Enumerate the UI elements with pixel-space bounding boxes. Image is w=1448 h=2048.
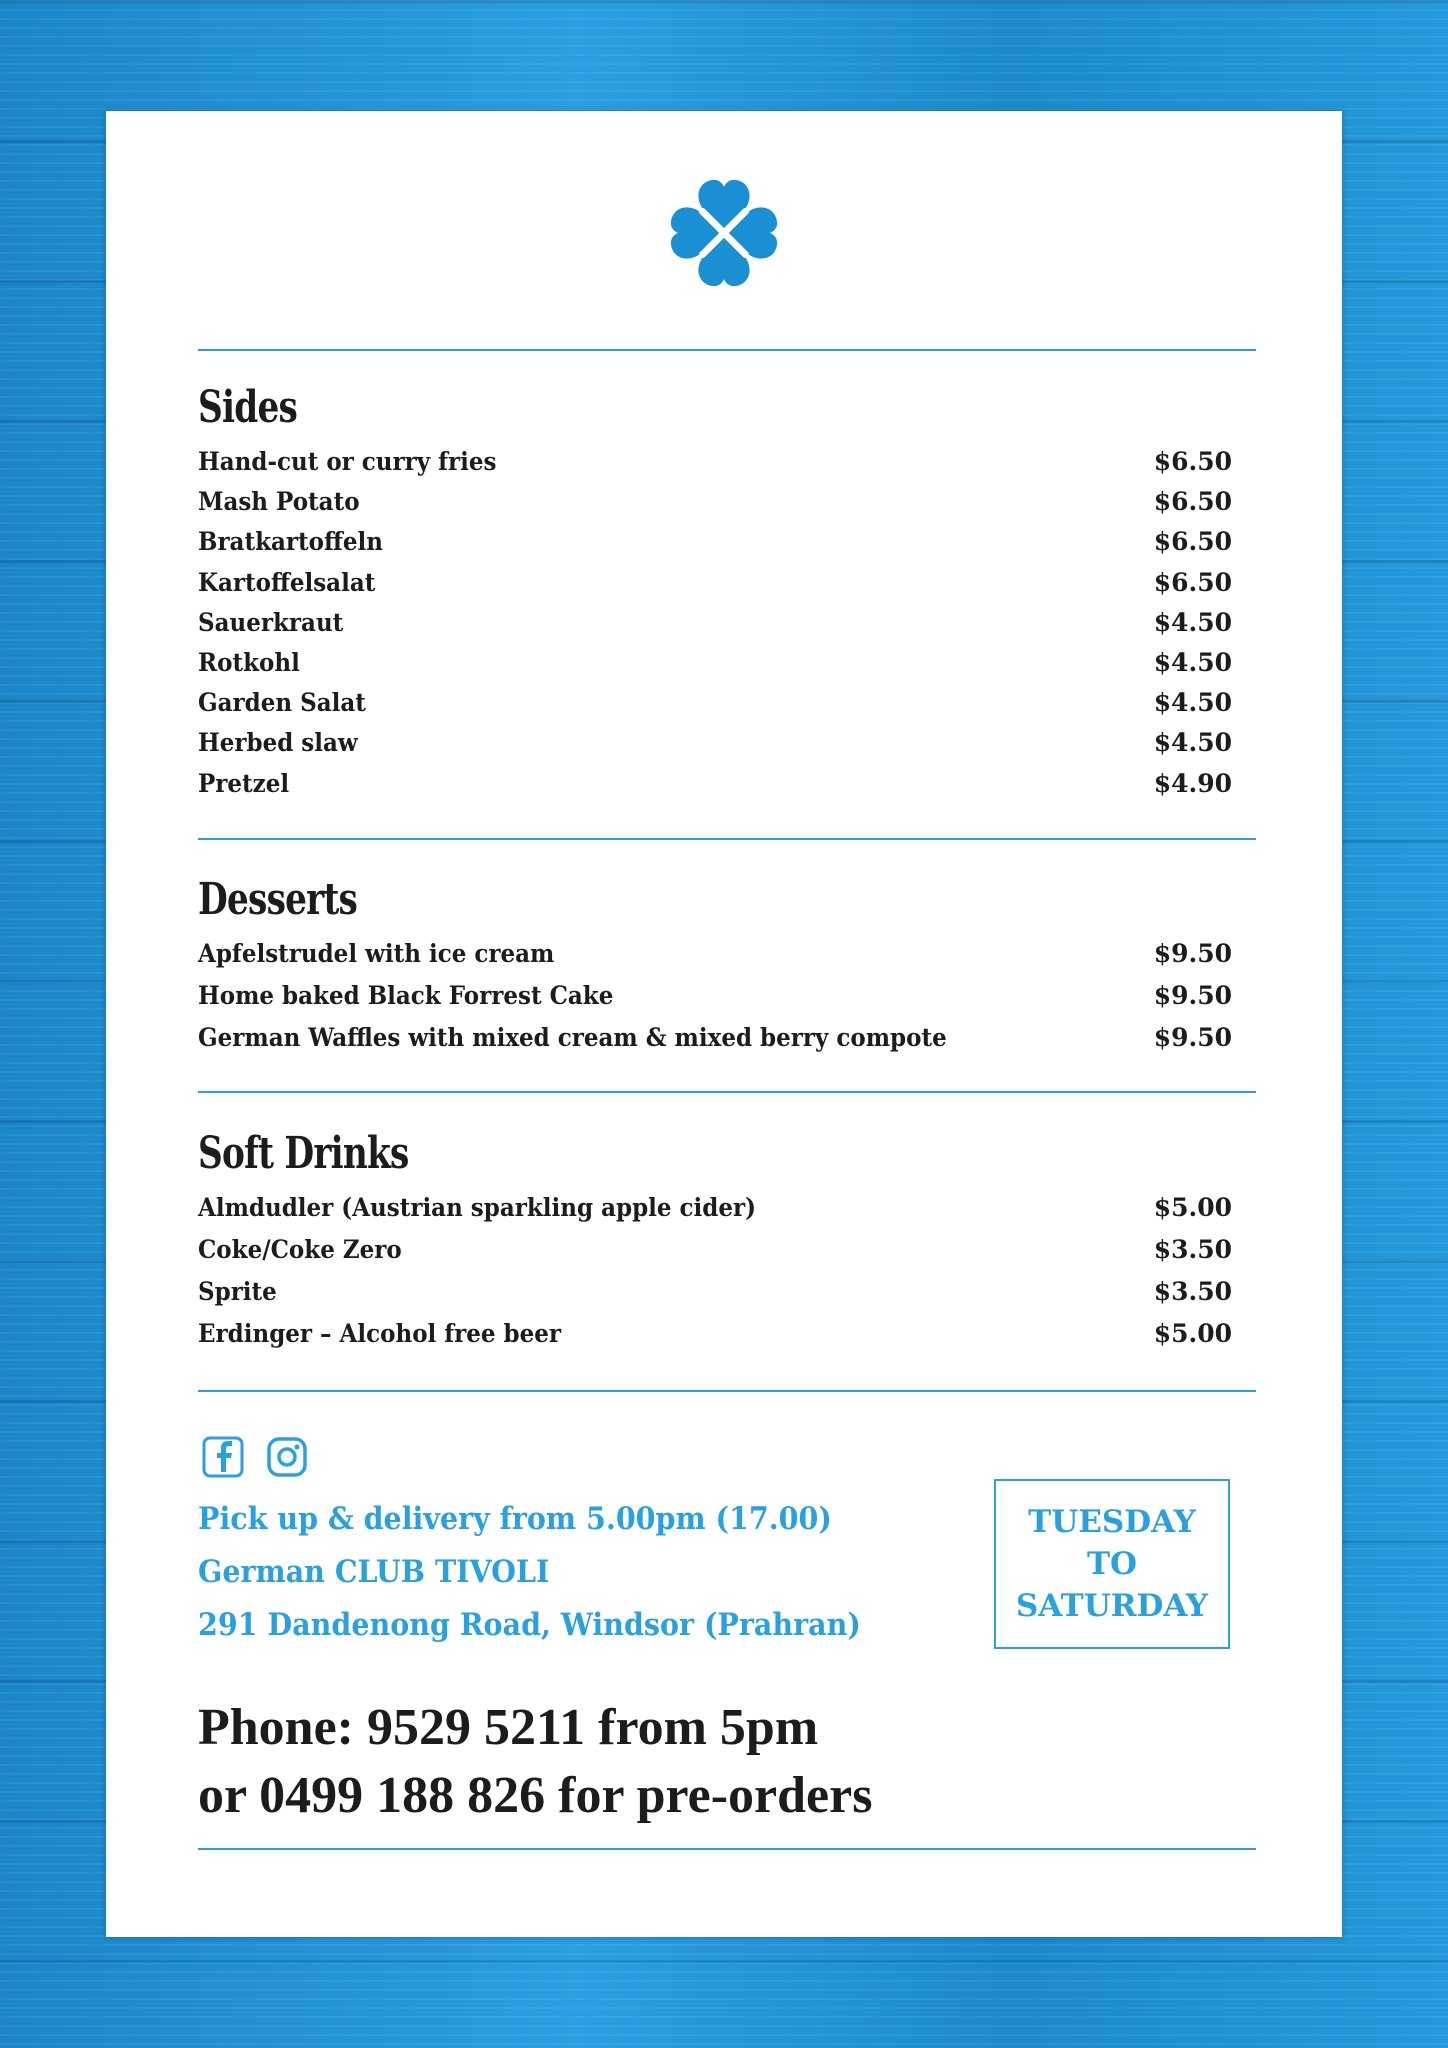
section-title-soft-drinks: Soft Drinks [198, 1128, 409, 1179]
menu-item-name: Sauerkraut [198, 607, 344, 637]
menu-item-name: Kartoffelsalat [198, 567, 376, 597]
menu-item [198, 568, 1232, 608]
menu-item-price: $4.90 [1153, 768, 1232, 798]
menu-item [198, 527, 1232, 567]
menu-item [198, 728, 1232, 768]
instagram-icon[interactable] [266, 1436, 308, 1478]
club-name-text: German CLUB TIVOLI [198, 1554, 550, 1590]
menu-item-price: $6.50 [1153, 447, 1232, 476]
days-line: TUESDAY [1028, 1504, 1196, 1540]
menu-item-name: Pretzel [198, 768, 290, 798]
menu-item [198, 1235, 1232, 1275]
menu-item-name: Coke/Coke Zero [198, 1235, 402, 1264]
menu-item-name: Rotkohl [198, 648, 300, 677]
menu-item-price: $6.50 [1153, 487, 1232, 517]
clover-logo-icon [665, 174, 783, 292]
divider [198, 349, 1256, 351]
menu-item [198, 1277, 1232, 1317]
menu-item-price: $4.50 [1153, 728, 1232, 758]
menu-item [198, 939, 1232, 979]
menu-item-name: Mash Potato [198, 487, 360, 517]
divider [198, 1390, 1256, 1392]
menu-item-name: Bratkartoffeln [198, 527, 383, 557]
menu-item-name: Hand-cut or curry fries [198, 447, 497, 476]
menu-item [198, 1193, 1232, 1233]
phone-text: Phone: 9529 5211 from 5pm [198, 1699, 819, 1756]
menu-item-name: Apfelstrudel with ice cream [198, 939, 555, 968]
menu-item-price: $9.50 [1153, 1023, 1232, 1052]
menu-item [198, 769, 1232, 809]
section-title-sides: Sides [198, 382, 298, 433]
menu-item-name: Garden Salat [198, 688, 366, 718]
menu-item-price: $4.50 [1153, 688, 1232, 718]
preorder-phone-text: or 0499 188 826 for pre-orders [198, 1767, 873, 1824]
menu-item [198, 688, 1232, 728]
section-title-desserts: Desserts [198, 874, 358, 925]
pickup-delivery-text: Pick up & delivery from 5.00pm (17.00) [198, 1501, 832, 1537]
menu-item-price: $6.50 [1153, 567, 1232, 597]
menu-item-price: $9.50 [1153, 939, 1232, 968]
menu-item [198, 648, 1232, 688]
menu-item [198, 447, 1232, 487]
menu-item [198, 1319, 1232, 1359]
divider [198, 1848, 1256, 1850]
address-text: 291 Dandenong Road, Windsor (Prahran) [198, 1607, 861, 1643]
menu-item-price: $5.00 [1153, 1319, 1232, 1348]
menu-item [198, 981, 1232, 1021]
menu-item-price: $4.50 [1153, 648, 1232, 677]
menu-item-name: Almdudler (Austrian sparkling apple cider) [198, 1193, 756, 1222]
facebook-icon[interactable] [202, 1436, 244, 1478]
menu-item-price: $9.50 [1153, 981, 1232, 1010]
menu-item-price: $3.50 [1153, 1277, 1232, 1306]
menu-item [198, 1023, 1232, 1063]
menu-item-price: $4.50 [1153, 607, 1232, 637]
divider [198, 838, 1256, 840]
menu-item-name: Herbed slaw [198, 728, 358, 758]
menu-item-name: Erdinger – Alcohol free beer [198, 1319, 562, 1348]
menu-item-name: Sprite [198, 1277, 277, 1306]
menu-item [198, 608, 1232, 648]
opening-days-box [994, 1479, 1230, 1649]
menu-item-name: Home baked Black Forrest Cake [198, 981, 614, 1010]
menu-item-price: $5.00 [1153, 1193, 1232, 1222]
menu-item-price: $3.50 [1153, 1235, 1232, 1264]
menu-item [198, 487, 1232, 527]
menu-item-name: German Waffles with mixed cream & mixed berry compote [198, 1023, 947, 1052]
days-line: TO [1086, 1546, 1138, 1582]
menu-item-price: $6.50 [1153, 527, 1232, 557]
divider [198, 1091, 1256, 1093]
days-line: SATURDAY [1015, 1588, 1209, 1624]
